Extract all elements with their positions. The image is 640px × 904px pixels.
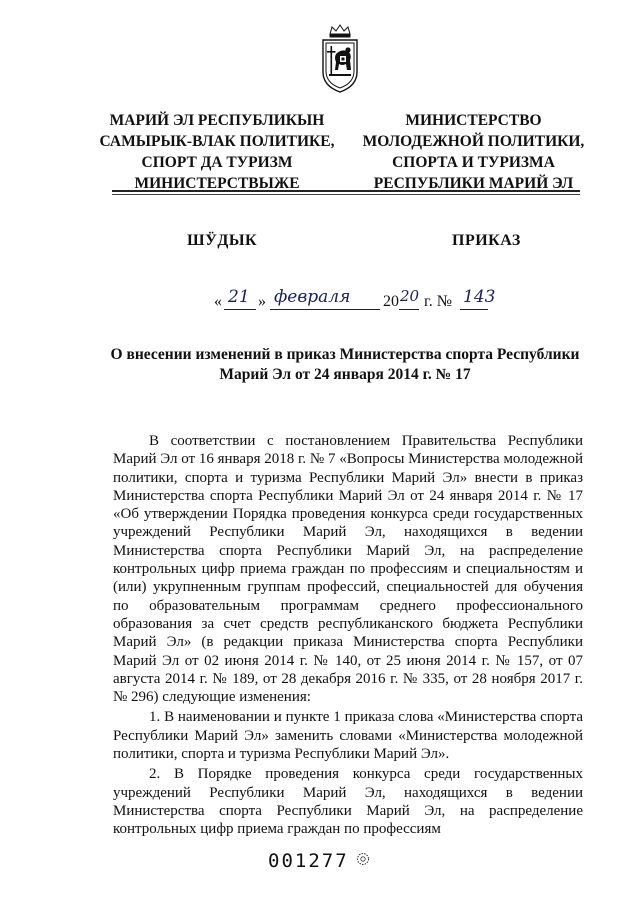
date-number-label: г. № <box>424 293 453 310</box>
order-number-underline <box>460 309 488 310</box>
date-day: 21 <box>228 287 250 307</box>
header-left-line: САМЫРЫК-ВЛАК ПОЛИТИКЕ, <box>99 133 335 150</box>
header-right-line: МИНИСТЕРСТВО <box>405 112 542 129</box>
header-left-line: МАРИЙ ЭЛ РЕСПУБЛИКЫН <box>109 112 325 129</box>
header-left-line: СПОРТ ДА ТУРИЗМ <box>141 154 293 171</box>
body-paragraph: 1. В наименовании и пункте 1 приказа слова «Министерства спорта Республики Марий Эл» заменить словами «Министерства молодежной политики, спорта и туризма Республики Марий Эл». <box>113 709 583 763</box>
date-open-quote: « <box>214 293 222 310</box>
date-year-suffix: 20 <box>400 287 420 305</box>
header-left-line: МИНИСТЕРСТВЫЖЕ <box>134 175 300 192</box>
header-right-block <box>356 110 591 194</box>
date-month: февраля <box>274 287 351 307</box>
document-title: О внесении изменений в приказ Министерства спорта Республики Марий Эл от 24 января 2014 г. № 17 <box>110 346 580 383</box>
document-body <box>113 432 583 839</box>
date-month-underline <box>270 309 380 310</box>
serial-number: 001277 <box>268 850 349 872</box>
seal-stamp-icon <box>356 852 370 866</box>
order-number: 143 <box>463 287 496 307</box>
body-paragraph: В соответствии с постановлением Правительства Республики Марий Эл от 16 января 2018 г. № 7 «Вопросы Министерства молодежной политики, спорта и туризма Республики Марий Эл» внести в приказ Министерства спорта Республики Марий Эл от 24 января 2014 г. № 17 «Об утверждении Порядка проведения конкурса среди государственных учреждений Республики Марий Эл, находящихся в ведении Министерства спорта Республики Марий Эл, на распределение контрольных цифр приема граждан по профессиям и специальностям и (или) укрупненным группам профессий, специальностей для обучения по образовательным программам среднего профессионального образования за счет средств республиканского бюджета Республики Марий Эл» (в редакции приказа Министерства спорта Республики Марий Эл от 02 июня 2014 г. № 140, от 25 июня 2014 г. № 157, от 07 августа 2014 г. № 189, от 28 декабря 2016 г. № 335, от 28 ноября 2017 г. № 296) следующие изменения: <box>113 433 583 706</box>
date-day-underline <box>224 309 256 310</box>
coat-of-arms-icon <box>320 24 360 94</box>
body-paragraph: 2. В Порядке проведения конкурса среди государственных учреждений Республики Марий Эл, находящихся в ведении Министерства спорта Республики Марий Эл, на распределение контрольных цифр приема граждан по профессиям <box>113 766 583 838</box>
date-number-line <box>170 285 530 319</box>
header-right-line: МОЛОДЕЖНОЙ ПОЛИТИКИ, <box>362 133 585 150</box>
doc-type-mari: ШӰДЫК <box>187 232 258 249</box>
header-divider-thin <box>112 194 580 195</box>
doc-type-russian: ПРИКАЗ <box>452 232 521 249</box>
date-year-underline <box>399 309 419 310</box>
date-close-quote: » <box>258 293 266 310</box>
header-divider-thick <box>112 190 580 192</box>
header-left-block <box>92 110 342 194</box>
date-year-prefix: 20 <box>383 293 399 310</box>
header-right-line: РЕСПУБЛИКИ МАРИЙ ЭЛ <box>373 175 574 192</box>
header-right-line: СПОРТА И ТУРИЗМА <box>392 154 555 171</box>
